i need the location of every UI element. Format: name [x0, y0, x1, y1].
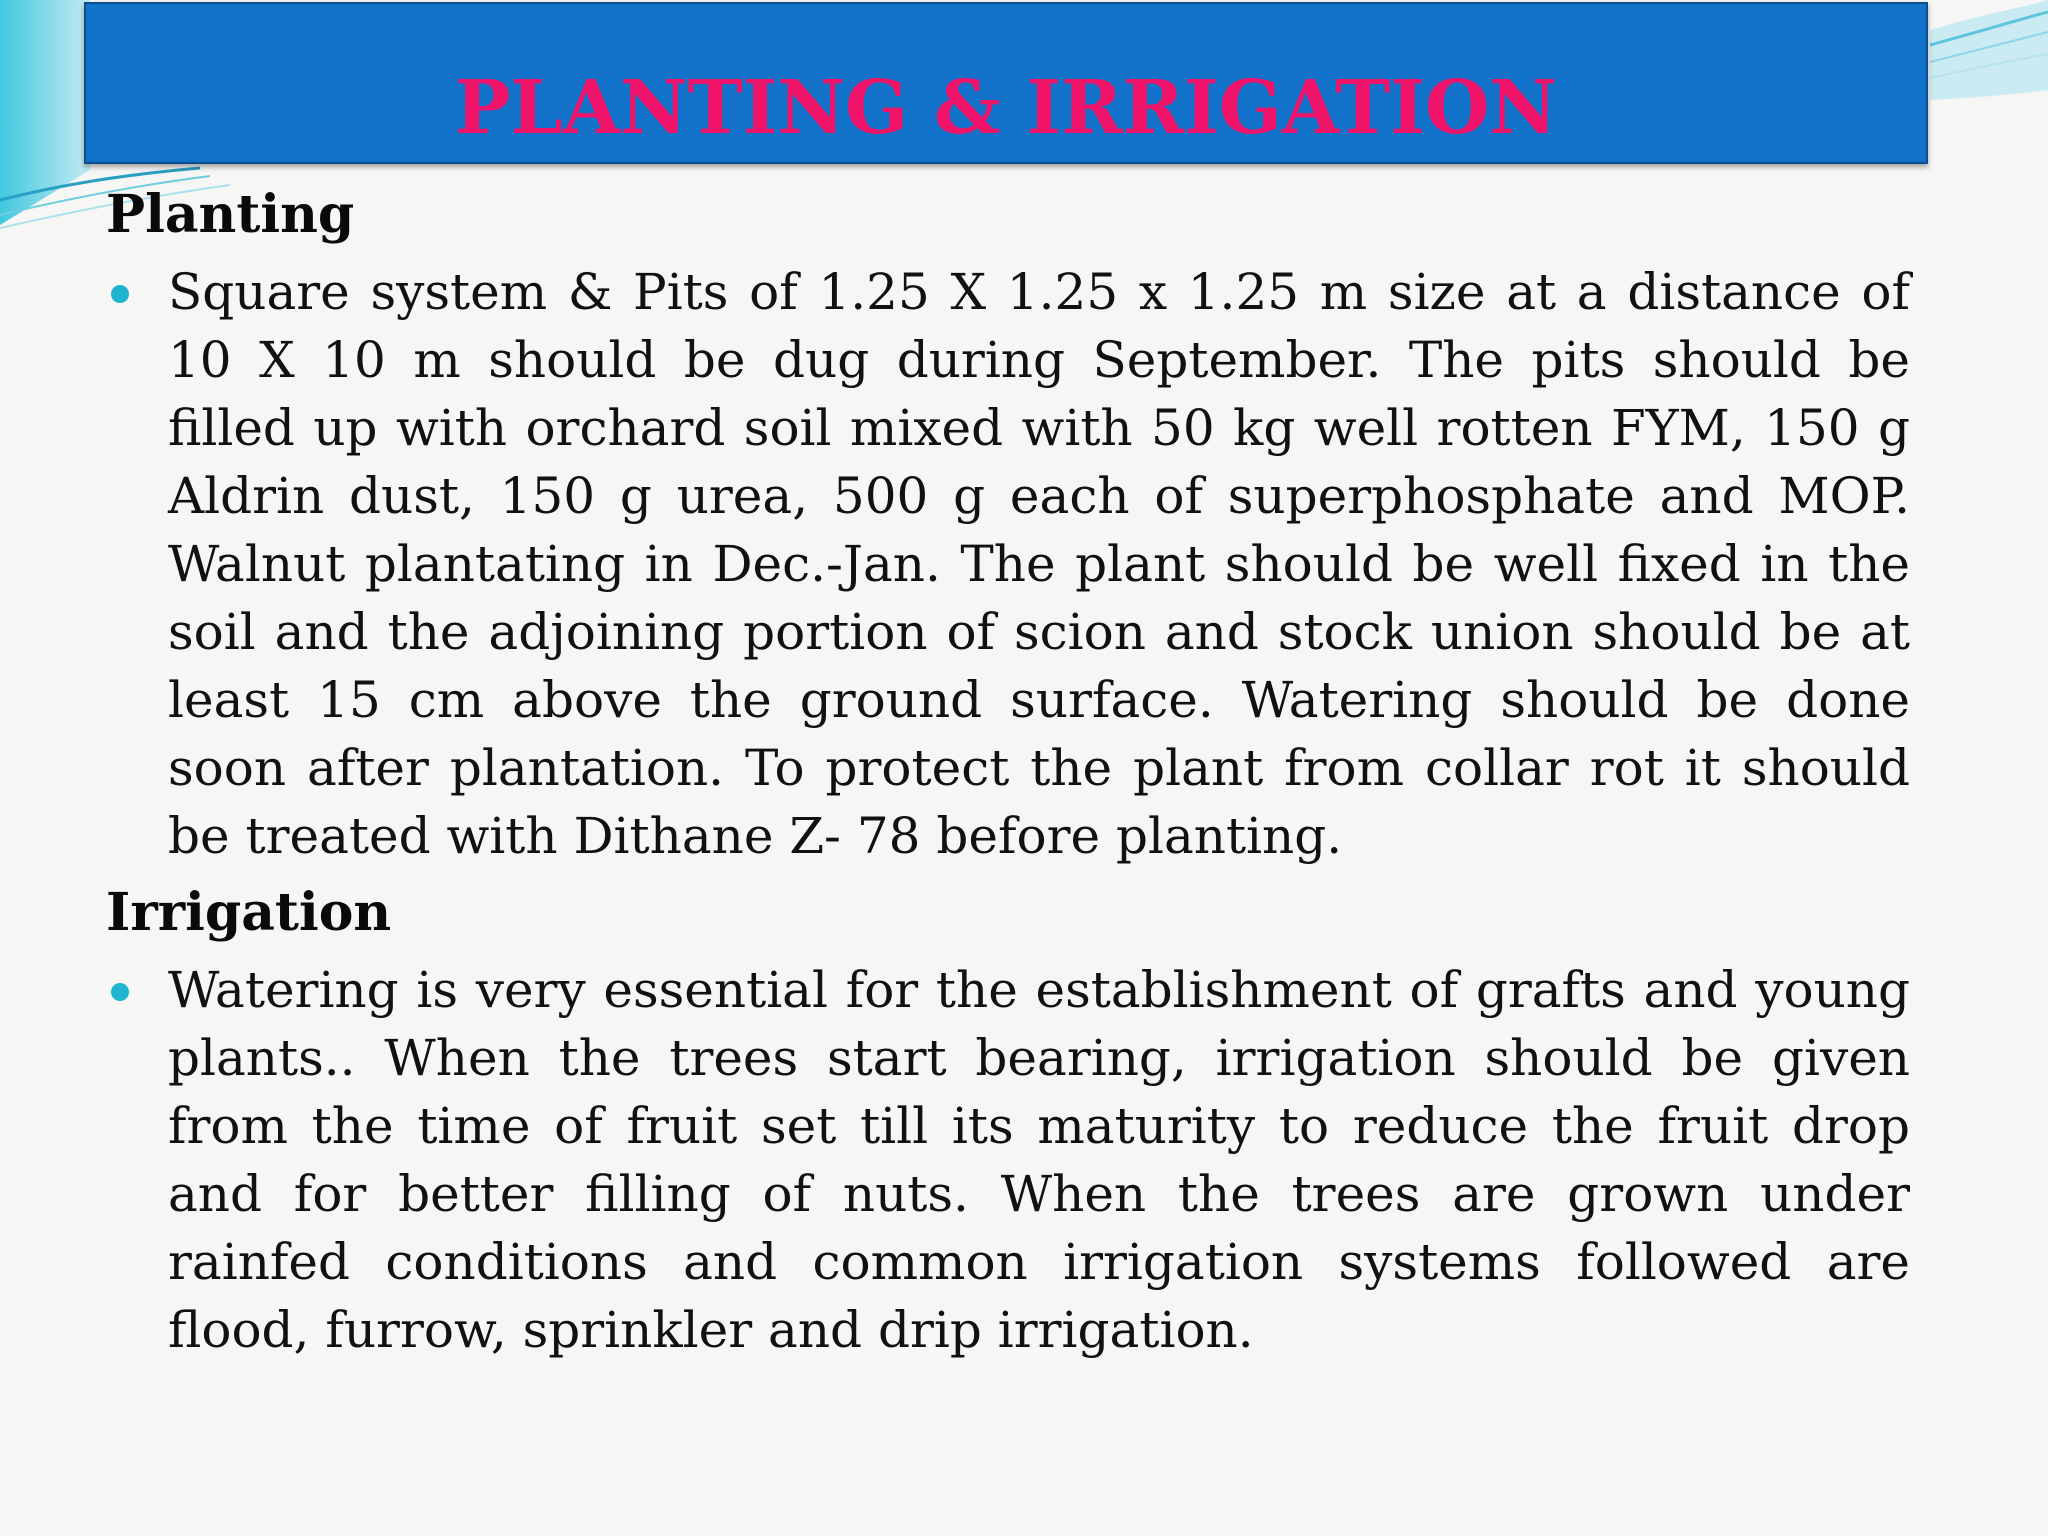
bullet-item-planting: [106, 258, 1910, 870]
bullet-item-irrigation: [106, 956, 1910, 1364]
slide-title: PLANTING & IRRIGATION: [454, 65, 1558, 151]
bullet-text-irrigation: Watering is very essential for the establishment of grafts and young plants.. When the trees start bearing, irrigation should be given from the time of fruit set till its maturity to reduce the fruit drop and for better filling of nuts. When the trees are grown under rainfed conditions and common irrigation systems followed are flood, furrow, sprinkler and drip irrigation.: [168, 961, 1910, 1359]
bullet-dot-icon: [111, 983, 129, 1001]
section-heading-irrigation: Irrigation: [106, 882, 392, 943]
bullet-text-planting: Square system & Pits of 1.25 X 1.25 x 1.25 m size at a distance of 10 X 10 m should be dug during September. The pits should be filled up with orchard soil mixed with 50 kg well rotten FYM, 150 g Aldrin dust, 150 g urea, 500 g each of superphosphate and MOP. Walnut plantating in Dec.-Jan. The plant should be well fixed in the soil and the adjoining portion of scion and stock union should be at least 15 cm above the ground surface. Watering should be done soon after plantation. To protect the plant from collar rot it should be treated with Dithane Z- 78 before planting.: [168, 263, 1910, 865]
section-heading-planting: Planting: [106, 184, 355, 245]
title-bar: [84, 2, 1928, 164]
slide-content: [106, 180, 1910, 1370]
bullet-dot-icon: [111, 285, 129, 303]
